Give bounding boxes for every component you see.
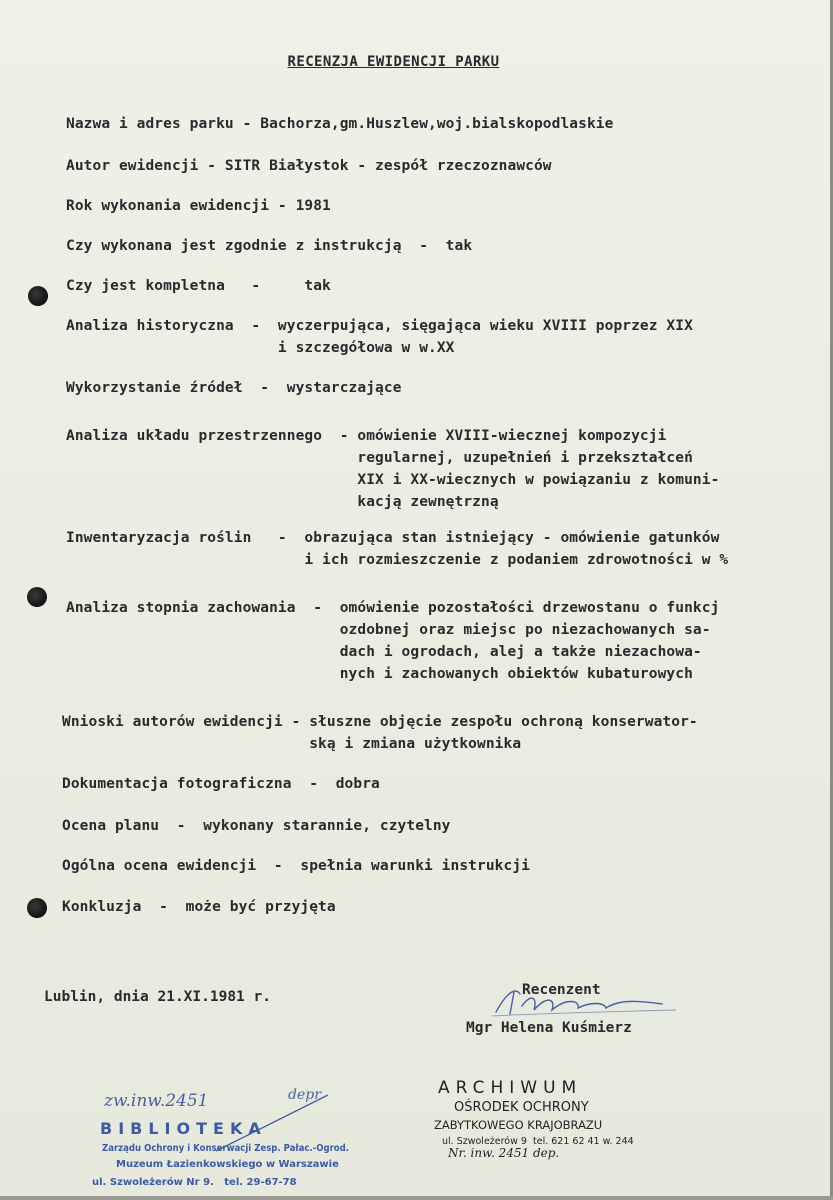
text-line: Czy wykonana jest zgodnie z instrukcją - tak <box>66 238 473 254</box>
handwritten-note: depr <box>288 1087 321 1103</box>
library-stamp <box>92 1085 350 1195</box>
punch-hole <box>28 286 48 306</box>
text-line: Rok wykonania ewidencji - 1981 <box>66 198 331 214</box>
text-line: Analiza historyczna - wyczerpująca, sięgająca wieku XVIII poprzez XIX <box>66 318 693 334</box>
archive-stamp-address: ul. Szwoleżerów 9 tel. 621 62 41 w. 244 <box>442 1136 634 1147</box>
archive-stamp-title: ARCHIWUM <box>438 1078 583 1098</box>
text-line: ozdobnej oraz miejsc po niezachowanych sa- <box>66 622 711 638</box>
text-line: i szczegółowa w w.XX <box>66 340 455 356</box>
text-line: Dokumentacja fotograficzna - dobra <box>62 776 380 792</box>
archive-stamp-line: OŚRODEK OCHRONY <box>454 1100 589 1115</box>
library-stamp-title: BIBLIOTEKA <box>100 1119 267 1138</box>
handwritten-inventory-number: zw.inw.2451 <box>104 1091 209 1111</box>
text-line: XIX i XX-wiecznych w powiązaniu z komuni- <box>66 472 720 488</box>
scan-edge-bottom <box>0 1196 833 1200</box>
library-stamp-line: Zarządu Ochrony i Konserwacji Zesp. Pałac.-Ogrod. <box>102 1143 350 1154</box>
text-line: Autor ewidencji - SITR Białystok - zespół rzeczoznawców <box>66 158 552 174</box>
handwritten-signature <box>486 984 686 1024</box>
text-line: Czy jest kompletna - tak <box>66 278 331 294</box>
library-stamp-address: ul. Szwoleżerów Nr 9. tel. 29-67-78 <box>92 1177 297 1188</box>
text-line: Inwentaryzacja roślin - obrazująca stan istniejący - omówienie gatunków <box>66 530 720 546</box>
place-date: Lublin, dnia 21.XI.1981 r. <box>44 989 271 1005</box>
punch-hole <box>27 587 47 607</box>
text-line: Nazwa i adres parku - Bachorza,gm.Huszlew,woj.bialskopodlaskie <box>66 116 614 132</box>
document-title: RECENZJA EWIDENCJI PARKU <box>287 54 500 70</box>
text-line: regularnej, uzupełnień i przekształceń <box>66 450 693 466</box>
text-line: Ogólna ocena ewidencji - spełnia warunki instrukcji <box>62 858 530 874</box>
text-line: kacją zewnętrzną <box>66 494 499 510</box>
text-line: Ocena planu - wykonany starannie, czytelny <box>62 818 451 834</box>
text-line: Konkluzja - może być przyjęta <box>62 899 336 915</box>
text-line: Wnioski autorów ewidencji - słuszne objęcie zespołu ochroną konserwator- <box>62 714 698 730</box>
text-line: i ich rozmieszczenie z podaniem zdrowotności w % <box>66 552 729 568</box>
text-line: Analiza stopnia zachowania - omówienie pozostałości drzewostanu o funkcj <box>66 600 720 616</box>
archive-stamp <box>432 1078 642 1168</box>
text-line: dach i ogrodach, alej a także niezachowa- <box>66 644 702 660</box>
punch-hole <box>27 898 47 918</box>
text-line: ską i zmiana użytkownika <box>62 736 522 752</box>
text-line: Wykorzystanie źródeł - wystarczające <box>66 380 402 396</box>
reviewer-label: Recenzent <box>522 982 601 998</box>
handwritten-inventory-note: Nr. inw. 2451 dep. <box>448 1146 560 1160</box>
text-line: Analiza układu przestrzennego - omówienie XVIII-wiecznej kompozycji <box>66 428 667 444</box>
reviewer-name: Mgr Helena Kuśmierz <box>466 1020 632 1036</box>
library-stamp-line: Muzeum Łazienkowskiego w Warszawie <box>116 1159 339 1170</box>
archive-stamp-line: ZABYTKOWEGO KRAJOBRAZU <box>434 1118 603 1132</box>
text-line: nych i zachowanych obiektów kubaturowych <box>66 666 693 682</box>
